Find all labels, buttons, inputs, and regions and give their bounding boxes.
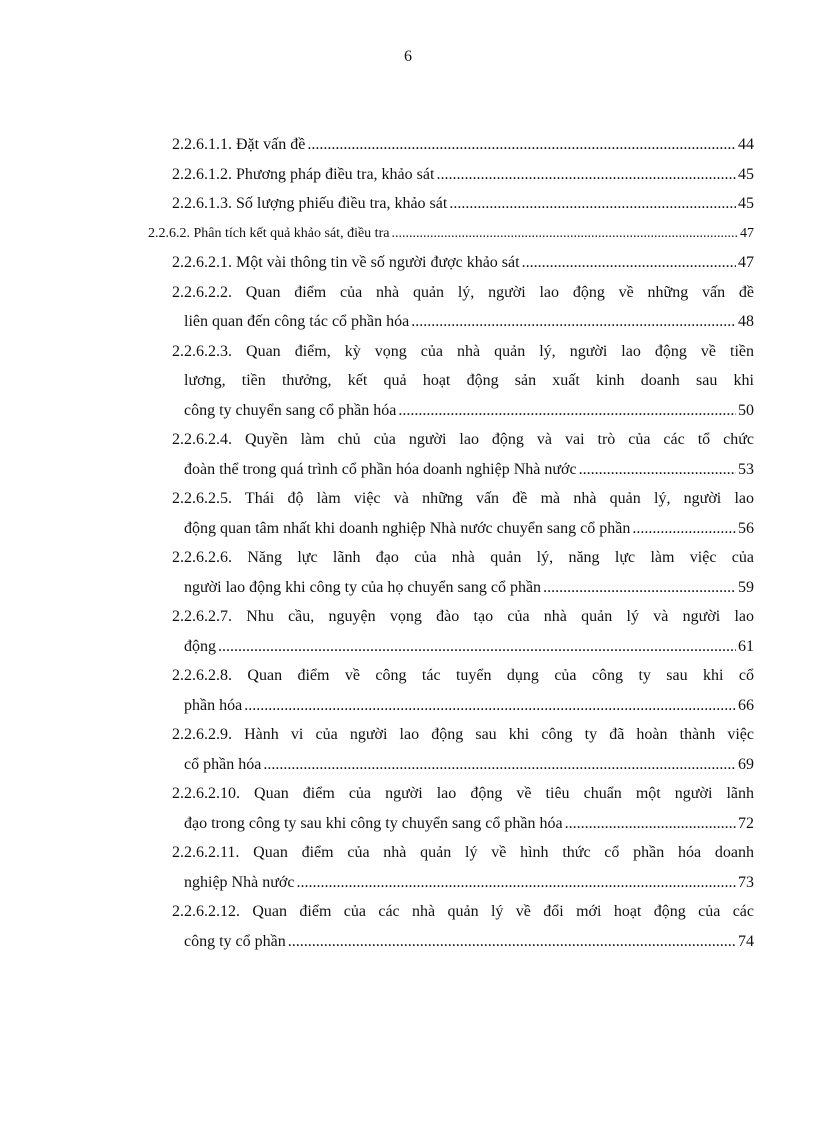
dot-leader: [307, 130, 736, 160]
toc-entry-title-line: 2.2.6.2.4. Quyền làm chủ của người lao động và vai trò của các tổ chức: [172, 431, 754, 448]
toc-entry[interactable]: [172, 838, 754, 897]
dot-leader: [436, 160, 736, 190]
toc-entry-title-line: 2.2.6.2.7. Nhu cầu, nguyện vọng đào tạo của nhà quản lý và người lao: [172, 608, 754, 625]
toc-entry-page: 48: [738, 313, 754, 330]
dot-leader: [288, 927, 736, 957]
toc-entry-title-line: người lao động khi công ty của họ chuyển sang cổ phần: [184, 578, 542, 596]
dot-leader: [296, 868, 736, 898]
toc-entry-title-line: lương, tiền thưởng, kết quả hoạt động sản xuất kinh doanh sau khi: [184, 372, 754, 389]
toc-entry-title-line: 2.2.6.2.5. Thái độ làm việc và những vấn đề mà nhà quản lý, người lao: [172, 490, 754, 507]
toc-entry-page: 73: [738, 873, 754, 891]
dot-leader: [449, 189, 736, 219]
toc-entry-title-line: 2.2.6.1.2. Phương pháp điều tra, khảo sát: [172, 165, 435, 183]
toc-entry[interactable]: [172, 484, 754, 543]
toc-entry-title-line: phần hóa: [184, 696, 243, 714]
toc-entry[interactable]: [172, 189, 754, 219]
toc-entry-title-line: 2.2.6.2.9. Hành vi của người lao động sau khi công ty đã hoàn thành việc: [172, 726, 754, 743]
toc-entry-title-line: công ty cổ phần: [184, 932, 286, 950]
toc-entry-title-line: 2.2.6.2.2. Quan điểm của nhà quản lý, người lao động về những vấn đề: [172, 283, 754, 301]
dot-leader: [522, 248, 736, 278]
dot-leader: [543, 573, 736, 603]
toc-entry-title-line: động quan tâm nhất khi doanh nghiệp Nhà nước chuyển sang cổ phần: [184, 519, 631, 537]
toc-entry[interactable]: [148, 219, 754, 249]
toc-entry[interactable]: [172, 278, 754, 337]
toc-entry-title-line: cổ phần hóa: [184, 755, 262, 773]
toc-entry-title-line: nghiệp Nhà nước: [184, 873, 295, 891]
toc-entry-page: 53: [738, 460, 754, 478]
page-number: 6: [404, 48, 412, 65]
dot-leader: [244, 691, 736, 721]
toc-entry-page: 44: [738, 136, 754, 153]
dot-leader: [398, 396, 736, 426]
dot-leader: [263, 750, 736, 780]
toc-entry-title-line: 2.2.6.2.6. Năng lực lãnh đạo của nhà quản lý, năng lực làm việc của: [172, 549, 754, 566]
toc-entry-title-line: 2.2.6.1.3. Số lượng phiếu điều tra, khảo sát: [172, 195, 448, 212]
toc-entry[interactable]: [172, 337, 754, 426]
toc-entry-title-line: 2.2.6.2.3. Quan điểm, kỳ vọng của nhà quản lý, người lao động về tiền: [172, 342, 754, 360]
toc-entry[interactable]: [172, 661, 754, 720]
toc-entry-page: 59: [738, 578, 754, 596]
toc-entry-page: 56: [738, 519, 754, 537]
dot-leader: [218, 632, 736, 662]
toc-entry-title-line: liên quan đến công tác cổ phần hóa: [184, 313, 410, 330]
toc-entry[interactable]: [172, 720, 754, 779]
toc-entry-title-line: công ty chuyển sang cổ phần hóa: [184, 401, 397, 419]
toc-entry-page: 61: [738, 637, 754, 655]
dot-leader: [411, 307, 736, 337]
toc-entry-title-line: động: [184, 637, 216, 655]
dot-leader: [565, 809, 736, 839]
toc-entry-title-line: 2.2.6.2.11. Quan điểm của nhà quản lý về hình thức cổ phần hóa doanh: [172, 844, 754, 861]
table-of-contents: [0, 130, 816, 956]
toc-entry-title-line: 2.2.6.2.12. Quan điểm của các nhà quản lý về đổi mới hoạt động của các: [172, 903, 754, 920]
toc-entry-title-line: 2.2.6.2. Phân tích kết quả khảo sát, điều tra: [148, 225, 390, 241]
toc-entry[interactable]: [172, 779, 754, 838]
dot-leader: [391, 219, 738, 249]
toc-entry-page: 45: [738, 195, 754, 212]
toc-entry[interactable]: [172, 160, 754, 190]
toc-entry-title-line: đoàn thể trong quá trình cổ phần hóa doanh nghiệp Nhà nước: [184, 460, 577, 478]
toc-entry[interactable]: [172, 248, 754, 278]
toc-entry-page: 47: [738, 254, 754, 271]
toc-entry[interactable]: [172, 543, 754, 602]
toc-entry[interactable]: [172, 602, 754, 661]
toc-entry-title-line: đạo trong công ty sau khi công ty chuyển sang cổ phần hóa: [184, 814, 563, 832]
toc-entry[interactable]: [172, 130, 754, 160]
toc-entry-page: 66: [738, 696, 754, 714]
toc-entry-page: 74: [738, 932, 754, 950]
toc-entry-title-line: 2.2.6.2.10. Quan điểm của người lao động về tiêu chuẩn một người lãnh: [172, 785, 754, 802]
toc-entry-page: 47: [740, 225, 754, 241]
toc-entry-title-line: 2.2.6.2.8. Quan điểm về công tác tuyển dụng của công ty sau khi cổ: [172, 667, 754, 684]
toc-entry-title-line: 2.2.6.1.1. Đặt vấn đề: [172, 136, 306, 153]
toc-entry-page: 72: [738, 814, 754, 832]
toc-entry[interactable]: [172, 897, 754, 956]
dot-leader: [579, 455, 736, 485]
toc-entry-page: 50: [738, 401, 754, 419]
toc-entry-title-line: 2.2.6.2.1. Một vài thông tin về số người được khảo sát: [172, 254, 520, 271]
toc-entry[interactable]: [172, 425, 754, 484]
dot-leader: [632, 514, 736, 544]
toc-entry-page: 45: [738, 165, 754, 183]
toc-entry-page: 69: [738, 755, 754, 773]
